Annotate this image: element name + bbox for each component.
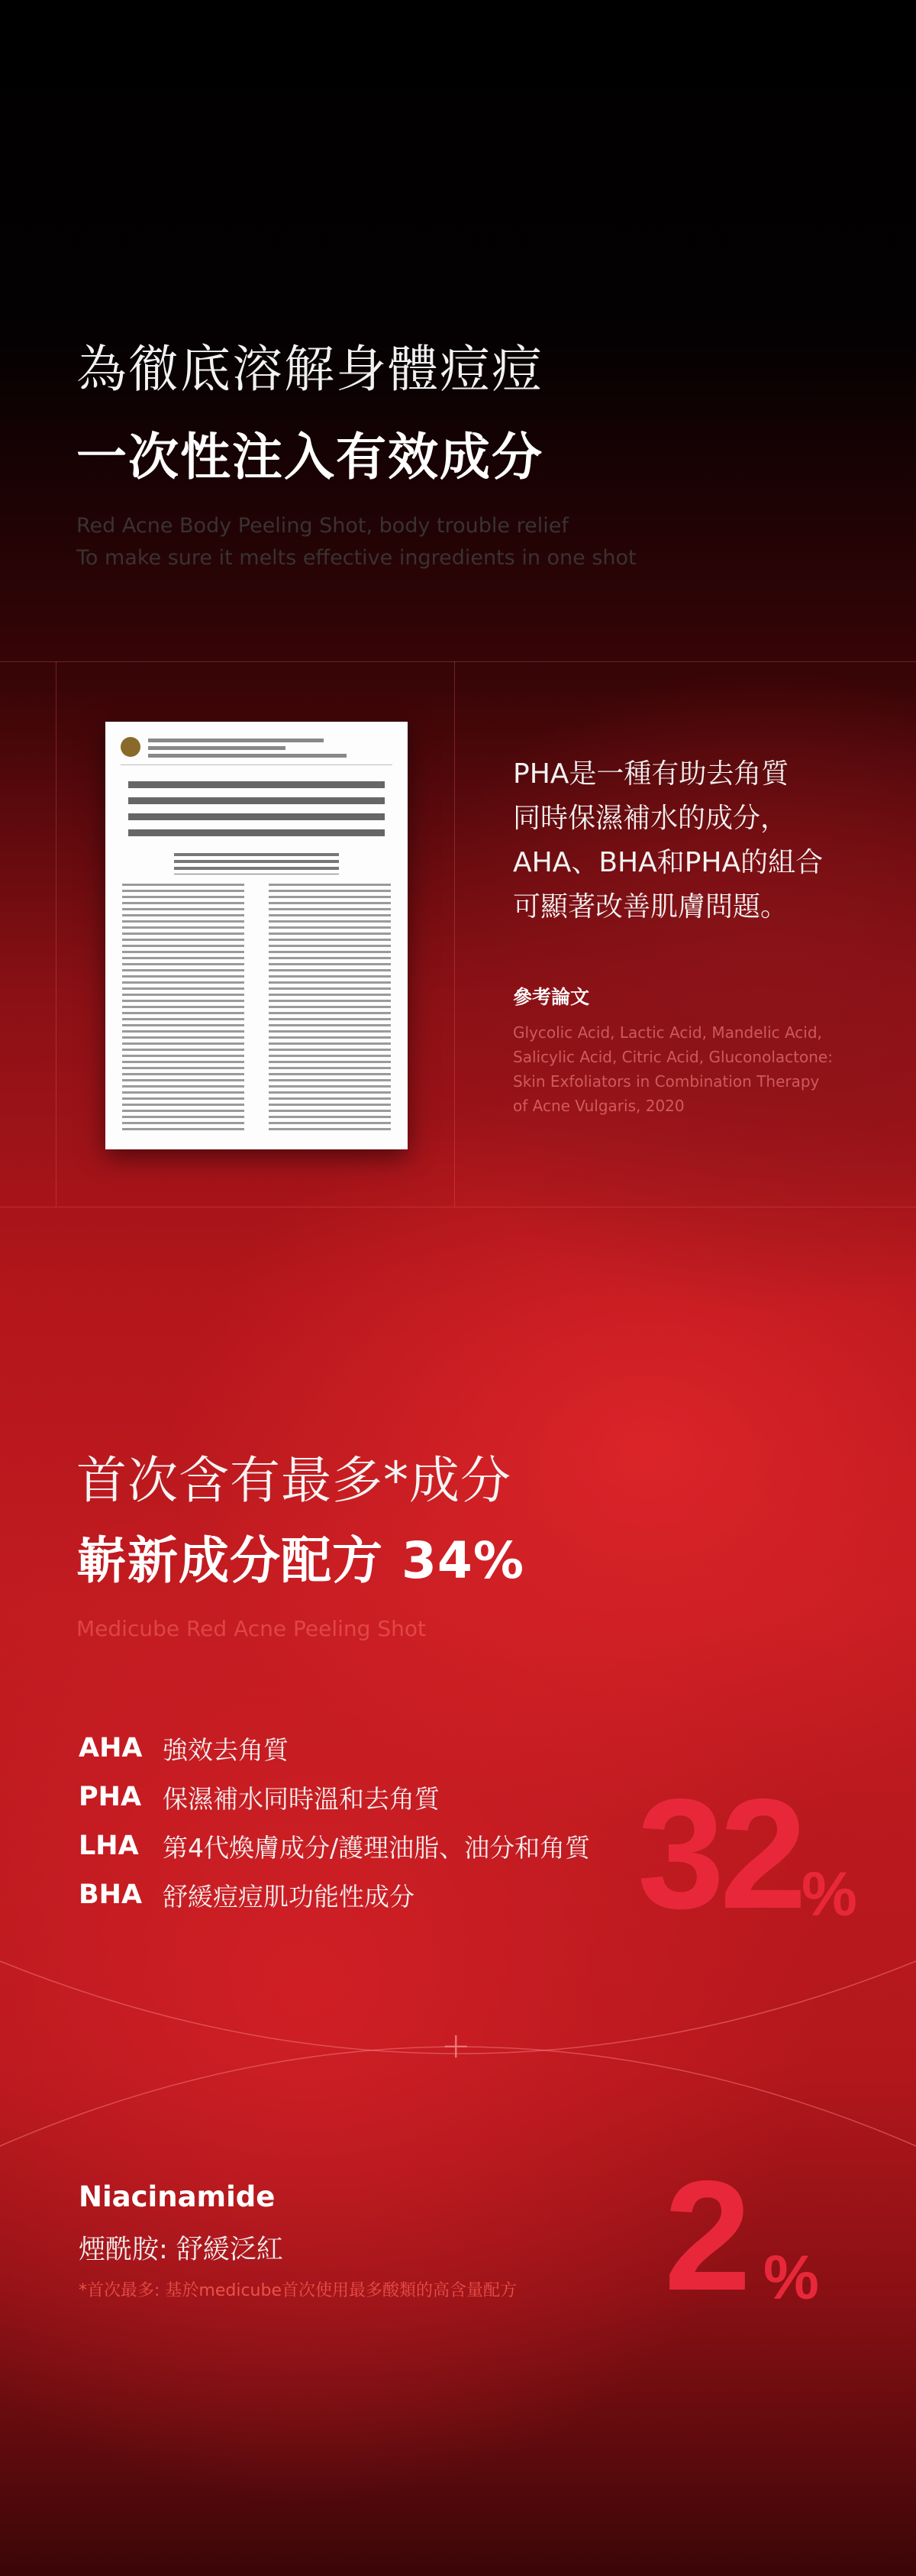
pha-line: 同時保濕補水的成分， — [513, 803, 789, 834]
pha-description — [513, 752, 823, 929]
ingredient-row-pha — [79, 1774, 440, 1820]
panel-center-divider — [454, 661, 455, 1207]
acid-percentage-value: 32 — [637, 1766, 803, 1941]
panel-top-divider — [0, 661, 916, 662]
niacinamide-description: 煙酰胺: 舒緩泛紅 — [79, 2235, 283, 2265]
journal-logo-icon — [121, 737, 140, 757]
ingredient-row-bha — [79, 1872, 414, 1918]
pha-line: PHA是一種有助去角質 — [513, 758, 789, 790]
formula-footnote: *首次最多: 基於medicube首次使用最多酸類的高含量配方 — [79, 2281, 517, 2300]
hero-subtitle-line2: To make sure it melts effective ingredients in one shot — [76, 546, 637, 570]
formula-title-line2: 嶄新成分配方 34% — [76, 1531, 524, 1590]
ingredient-desc: 舒緩痘痘肌功能性成分 — [163, 1881, 414, 1912]
paper-column-left — [122, 884, 244, 1132]
ingredient-code: AHA — [79, 1733, 143, 1763]
ingredient-code: PHA — [79, 1782, 142, 1812]
hero-subtitle — [76, 510, 637, 574]
hero-subtitle-line1: Red Acne Body Peeling Shot, body trouble relief — [76, 514, 569, 538]
ingredient-row-aha — [79, 1725, 289, 1771]
reference-line: Glycolic Acid, Lactic Acid, Mandelic Acid, — [513, 1023, 822, 1042]
reference-title: 參考論文 — [513, 986, 590, 1008]
formula-subtitle: Medicube Red Acne Peeling Shot — [76, 1616, 426, 1641]
hero-title-line2: 一次性注入有效成分 — [76, 428, 543, 486]
plus-icon: + — [441, 2025, 471, 2066]
ingredient-desc: 保濕補水同時溫和去角質 — [163, 1783, 440, 1814]
ingredient-desc: 第4代煥膚成分/護理油脂、油分和角質 — [163, 1832, 591, 1863]
paper-author-lines — [174, 853, 339, 874]
formula-title-line1: 首次含有最多*成分 — [76, 1451, 511, 1510]
niacinamide-percentage-value: 2 — [664, 2148, 747, 2323]
niacinamide-title: Niacinamide — [79, 2180, 276, 2213]
reference-line: Skin Exfoliators in Combination Therapy — [513, 1072, 820, 1091]
ingredient-row-lha — [79, 1823, 590, 1869]
pha-line: 可顯著改善肌膚問題。 — [513, 891, 789, 923]
ingredient-desc: 強效去角質 — [163, 1734, 289, 1765]
niacinamide-percentage-symbol: % — [763, 2243, 819, 2313]
paper-header — [121, 737, 392, 765]
ingredient-code: BHA — [79, 1879, 143, 1910]
ingredient-code: LHA — [79, 1831, 139, 1861]
paper-title-lines — [128, 781, 385, 844]
reference-citation — [513, 1020, 833, 1118]
hero-title-line1: 為徹底溶解身體痘痘 — [76, 340, 543, 399]
acid-percentage-symbol: % — [802, 1860, 857, 1929]
paper-column-right — [269, 884, 391, 1132]
reference-line: of Acne Vulgaris, 2020 — [513, 1097, 685, 1115]
research-paper-image — [105, 722, 408, 1149]
pha-line: AHA、BHA和PHA的組合 — [513, 847, 824, 878]
reference-line: Salicylic Acid, Citric Acid, Gluconolactone: — [513, 1048, 833, 1066]
